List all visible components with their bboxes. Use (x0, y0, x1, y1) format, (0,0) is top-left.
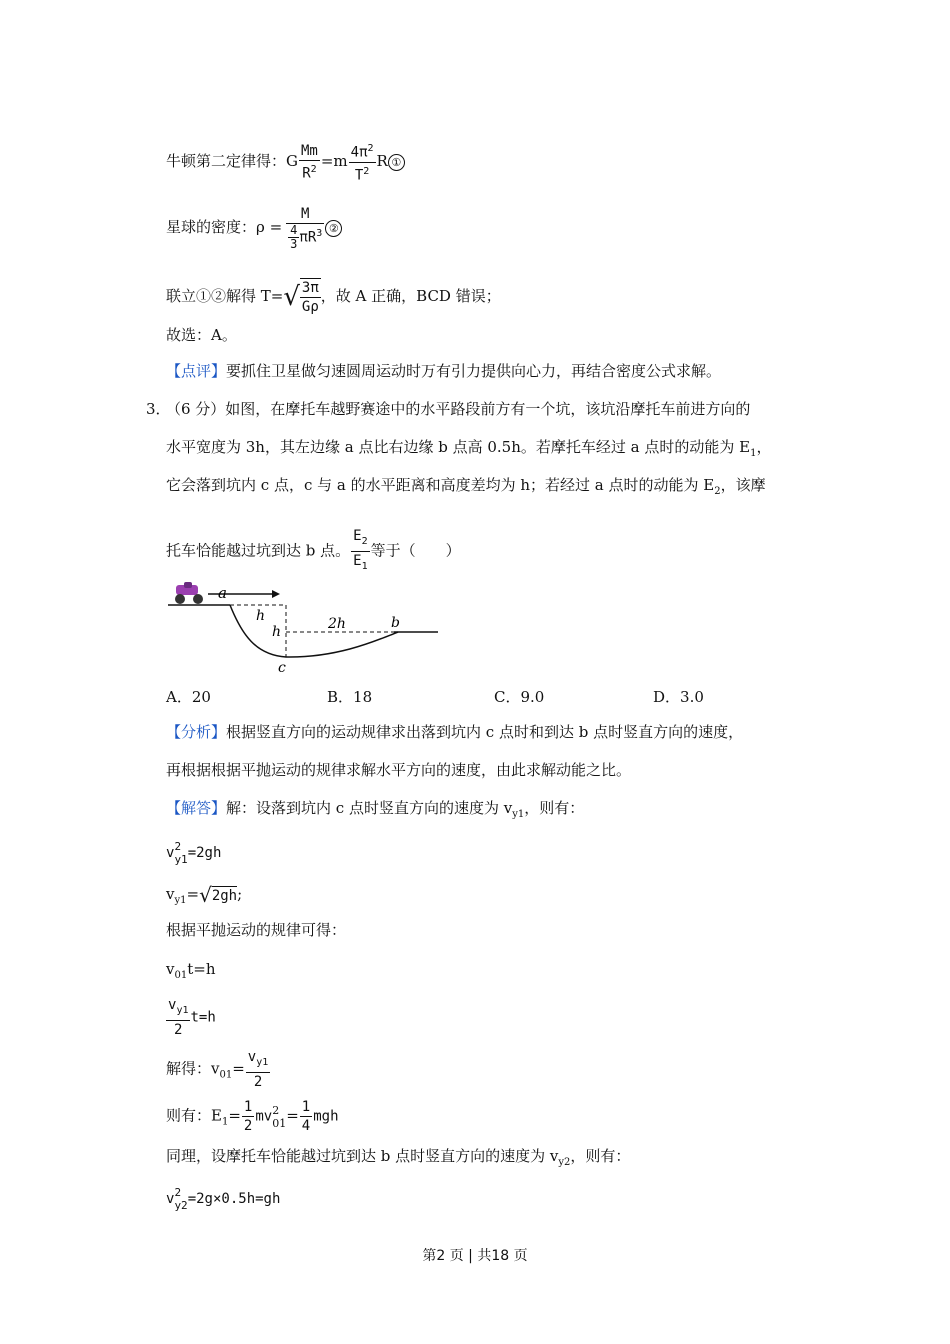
option-c[interactable]: C．9.0 (494, 688, 545, 706)
question-line-1: （6 分）如图，在摩托车越野赛途中的水平路段前方有一个坑，该坑沿摩托车前进方向的 (166, 400, 751, 418)
answer-intro: 【解答】解：设落到坑内 c 点时竖直方向的速度为 $v_{y1}$，则有： (166, 799, 585, 820)
newton-law-line (166, 140, 405, 184)
question-line-3: 它会落到坑内 c 点，c 与 a 的水平距离和高度差均为 h；若经过 a 点时的动能为 $E_2$，该摩 (166, 476, 766, 497)
newton-eq-m: =m (320, 152, 348, 171)
option-b[interactable]: B．18 (327, 688, 373, 706)
then-line: 则有：$E_1=$ $\frac{1}{2}$ mv 2 01 = $\frac{1}{4}$ mgh (166, 1099, 339, 1134)
choose-line: 故选：A。 (166, 326, 237, 344)
motorcycle-icon (175, 582, 203, 604)
newton-R: R (376, 152, 388, 171)
eq-vy1-squared: v 2 y1 =2gh (166, 840, 222, 866)
energy-ratio: $\frac{E_2}{E_1}$ (351, 527, 369, 576)
eq-vy1-half-t: $\frac{v_{y1}}{2}$ t=h (168, 997, 216, 1038)
answer-tag: 【解答】 (166, 799, 227, 817)
label-a: a (218, 584, 227, 602)
eq-vy1: $v_{y1}=√2gh$; (166, 883, 243, 907)
analysis-line-2: 再根据根据平抛运动的规律求解水平方向的速度，由此求解动能之比。 (166, 761, 632, 779)
newton-frac-left: $\frac{Mm}{R^2}$ (301, 142, 318, 182)
analysis-tag: 【分析】 (166, 723, 227, 741)
label-b: b (391, 615, 400, 631)
combine-line (166, 278, 501, 316)
eq-v01t: $v_{01}t=h$ (166, 960, 216, 981)
rule-line: 根据平抛运动的规律可得： (166, 921, 347, 939)
question-line-2: 水平宽度为 3h，其左边缘 a 点比右边缘 b 点高 0.5h。若摩托车经过 a 点时的动能为 $E_1$， (166, 438, 772, 459)
newton-G: G (286, 152, 298, 171)
comment-tag: 【点评】 (166, 362, 227, 380)
question-line-4: 托车恰能越过坑到达 b 点。 $\frac{E_2}{E_1}$ 等于（ ） (166, 527, 461, 576)
density-line (166, 205, 342, 251)
combine-tail: ，故 A 正确，BCD 错误； (320, 287, 501, 305)
page-footer: 第2 页 | 共18 页 (422, 1248, 528, 1264)
label-c: c (278, 660, 286, 675)
question-number: 3． (146, 400, 171, 418)
density-frac: M $\frac{4}{3}$ $\pi R^3$ (286, 205, 324, 251)
option-d[interactable]: D．3.0 (653, 688, 704, 706)
option-a[interactable]: A．20 (166, 688, 211, 706)
density-label: 星球的密度： (166, 218, 257, 236)
label-2h: 2h (328, 616, 346, 632)
comment-line (166, 362, 721, 380)
circle-two: ② (325, 220, 342, 237)
combine-label: 联立①②解得 T= (166, 287, 284, 305)
analysis-line-1: 【分析】根据竖直方向的运动规律求出落到坑内 c 点时和到达 b 点时竖直方向的速度， (166, 723, 744, 741)
label-h2: h (272, 624, 282, 640)
density-rho: ρ = (256, 218, 283, 236)
sqrt-expression: √ $\frac{3\pi}{G\rho}$ (283, 280, 319, 315)
newton-label: 牛顿第二定律得： (166, 152, 287, 171)
eq-vy2-squared: v 2 y2 =2g×0.5h=gh (166, 1186, 281, 1212)
label-h1: h (256, 608, 266, 624)
circle-one: ① (388, 154, 405, 171)
same-line: 同理，设摩托车恰能越过坑到达 b 点时竖直方向的速度为 $v_{y2}$，则有： (166, 1147, 631, 1168)
pit-figure (168, 580, 448, 675)
solve-line: 解得：$v_{01}=$ $\frac{v_{y1}}{2}$ (166, 1049, 269, 1090)
newton-frac-right: $\frac{4\pi^2}{T^2}$ (350, 143, 374, 184)
comment-text: 要抓住卫星做匀速圆周运动时万有引力提供向心力，再结合密度公式求解。 (226, 362, 722, 380)
